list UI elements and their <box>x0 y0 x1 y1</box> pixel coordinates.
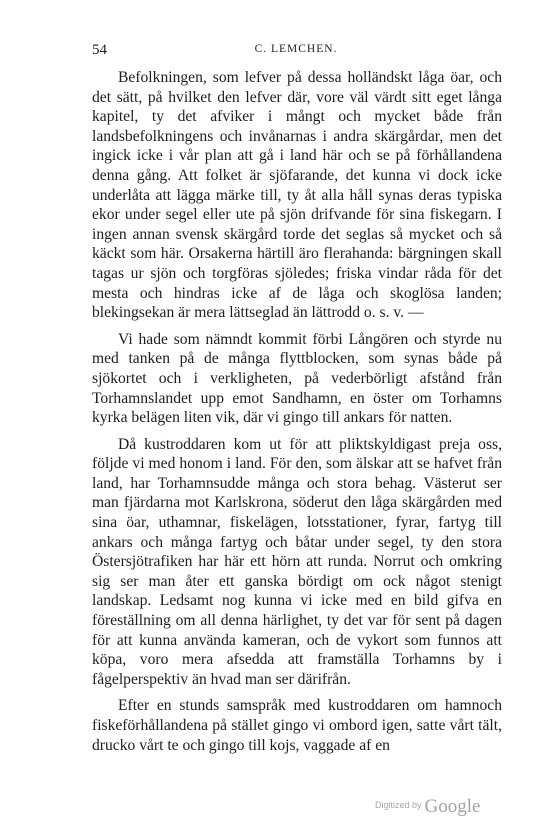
running-head: C. LEMCHEN. <box>254 43 338 55</box>
page-number: 54 <box>92 42 107 58</box>
google-logo: Google <box>424 796 481 817</box>
watermark-prefix: Digitized by <box>375 800 422 810</box>
page-header <box>92 42 500 64</box>
body-text <box>92 68 502 762</box>
paragraph-2: Vi hade som nämndt kommit förbi Långören och styrde nu med tanken på de många flyttblocken, som synas både på sjökortet och i verkligheten, på vederbörligt afstånd från Torhamnslandet upp emot Sandhamn, en öster om Torhamns kyrka belägen liten vik, där vi gingo till ankars för natten. <box>92 330 502 427</box>
paragraph-1: Befolkningen, som lefver på dessa holländskt låga öar, och det sätt, på hvilket den lefver där, vore väl värdt sitt eget långa kapitel, ty det afviker i mångt och mycket både från landsbefolkningens och invånarnas i andra skärgårdar, men det ingick icke i vår plan att gå i land här och se på förhållandena denna gång. Att folket är sjöfarande, det kunna vi dock icke underlåta att lägga märke till, ty åt alla håll synas deras typiska ekor under segel eller ute på sjön drifvande för sina fiskegarn. I ingen annan svensk skärgård torde det seglas så mycket och så käckt som här. Orsakerna härtill äro flerahanda: bärgningen skall tagas ur sjön och torgföras sjöledes; friska vindar råda för det mesta och hindras icke af de låga och skoglösa landen; blekingsekan är mera lättseglad än lättrodd o. s. v. — <box>92 69 502 322</box>
paragraph-4: Efter en stunds samspråk med kustroddaren om hamnoch fiskeförhållandena på stället gingo vi ombord igen, satte vårt tält, drucko vårt te och gingo till kojs, vaggade af en <box>92 697 502 754</box>
paragraph-3: Då kustroddaren kom ut för att pliktskyldigast preja oss, följde vi med honom i land. För den, som älskar att se hafvet från land, har Torhamnsudde många och stora behag. Västerut ser man fjärdarna mot Karlskrona, söderut den låga skärgården med sina öar, uthamnar, fiskelägen, lotsstationer, fyrar, fartyg till ankars och många fartyg och båtar under segel, ty den stora Östersjötrafiken har här ett hörn att runda. Norrut och omkring sig ser man åter ett ganska bördigt om ock något stenigt landskap. Ledsamt nog kunna vi icke med en bild gifva en föreställning om all denna härlighet, ty det var för sent på dagen för att kunna använda kameran, och de vykort som funnos att köpa, voro mera afsedda att framställa Torhamns by i fågelperspektiv än hvad man ser därifrån. <box>92 435 502 688</box>
digitized-by-watermark <box>375 796 480 818</box>
